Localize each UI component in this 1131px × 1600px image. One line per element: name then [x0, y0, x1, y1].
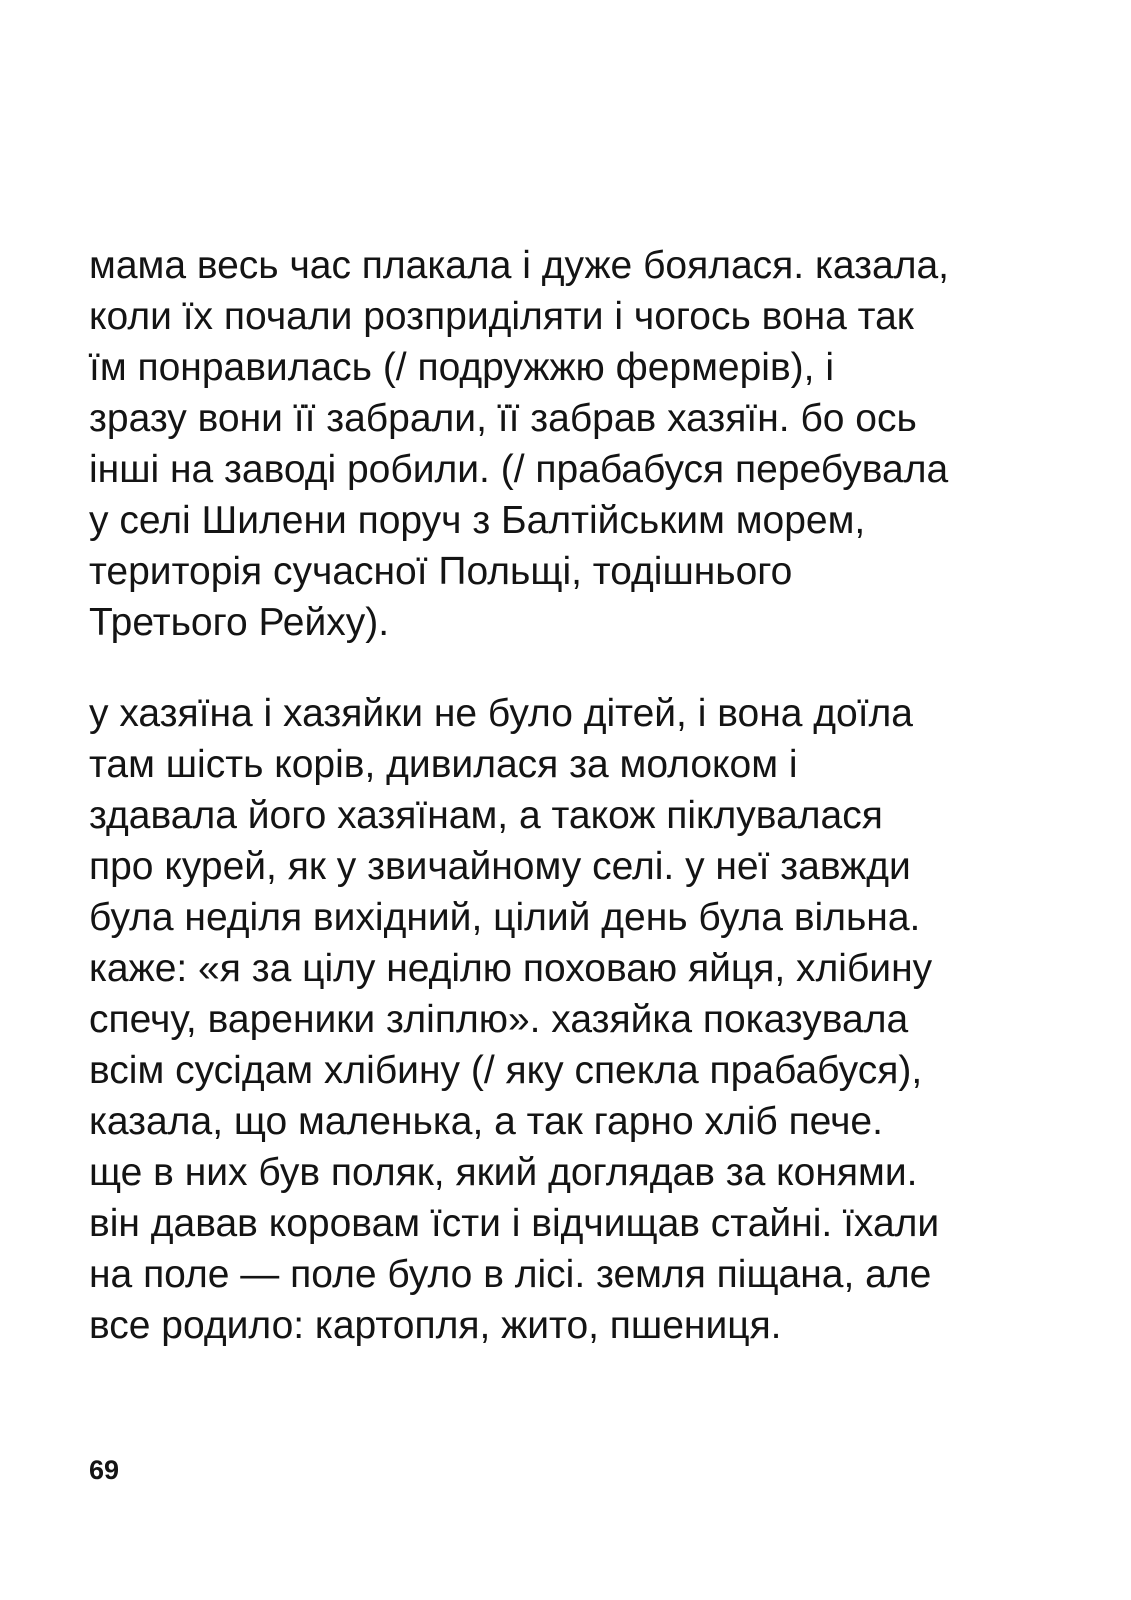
- text-line: спечу, вареники зліплю». хазяйка показувала: [89, 998, 909, 1041]
- text-line: все родило: картопля, жито, пшениця.: [89, 1304, 782, 1347]
- text-line: була неділя вихідний, цілий день була вільна.: [89, 896, 921, 939]
- page-number: 69: [89, 1455, 120, 1485]
- text-line: там шість корів, дивилася за молоком і: [89, 743, 798, 786]
- text-line: Третього Рейху).: [89, 601, 390, 644]
- text-line: зразу вони її забрали, її забрав хазяїн. бо ось: [89, 397, 917, 440]
- paragraph-2: [89, 688, 1089, 1351]
- text-line: каже: «я за цілу неділю поховаю яйця, хлібину: [89, 947, 933, 990]
- text-line: казала, що маленька, а так гарно хліб пече.: [89, 1100, 883, 1143]
- text-line: мама весь час плакала і дуже боялася. казала,: [89, 244, 949, 287]
- text-line: здавала його хазяїнам, а також піклувалася: [89, 794, 883, 837]
- text-line: у селі Шилени поруч з Балтійським морем,: [89, 499, 866, 542]
- text-line: у хазяїна і хазяйки не було дітей, і вона доїла: [89, 692, 913, 735]
- paragraph-1: [89, 240, 1089, 648]
- text-line: територія сучасної Польщі, тодішнього: [89, 550, 793, 593]
- text-line: коли їх почали розприділяти і чогось вона так: [89, 295, 914, 338]
- text-line: їм понравилась (/ подружжю фермерів), і: [89, 346, 834, 389]
- text-line: про курей, як у звичайному селі. у неї завжди: [89, 845, 911, 888]
- text-line: він давав коровам їсти і відчищав стайні. їхали: [89, 1202, 940, 1245]
- text-line: на поле — поле було в лісі. земля піщана, але: [89, 1253, 932, 1296]
- text-line: ще в них був поляк, який доглядав за конями.: [89, 1151, 918, 1194]
- text-line: інші на заводі робили. (/ прабабуся перебувала: [89, 448, 949, 491]
- text-line: всім сусідам хлібину (/ яку спекла прабабуся),: [89, 1049, 923, 1092]
